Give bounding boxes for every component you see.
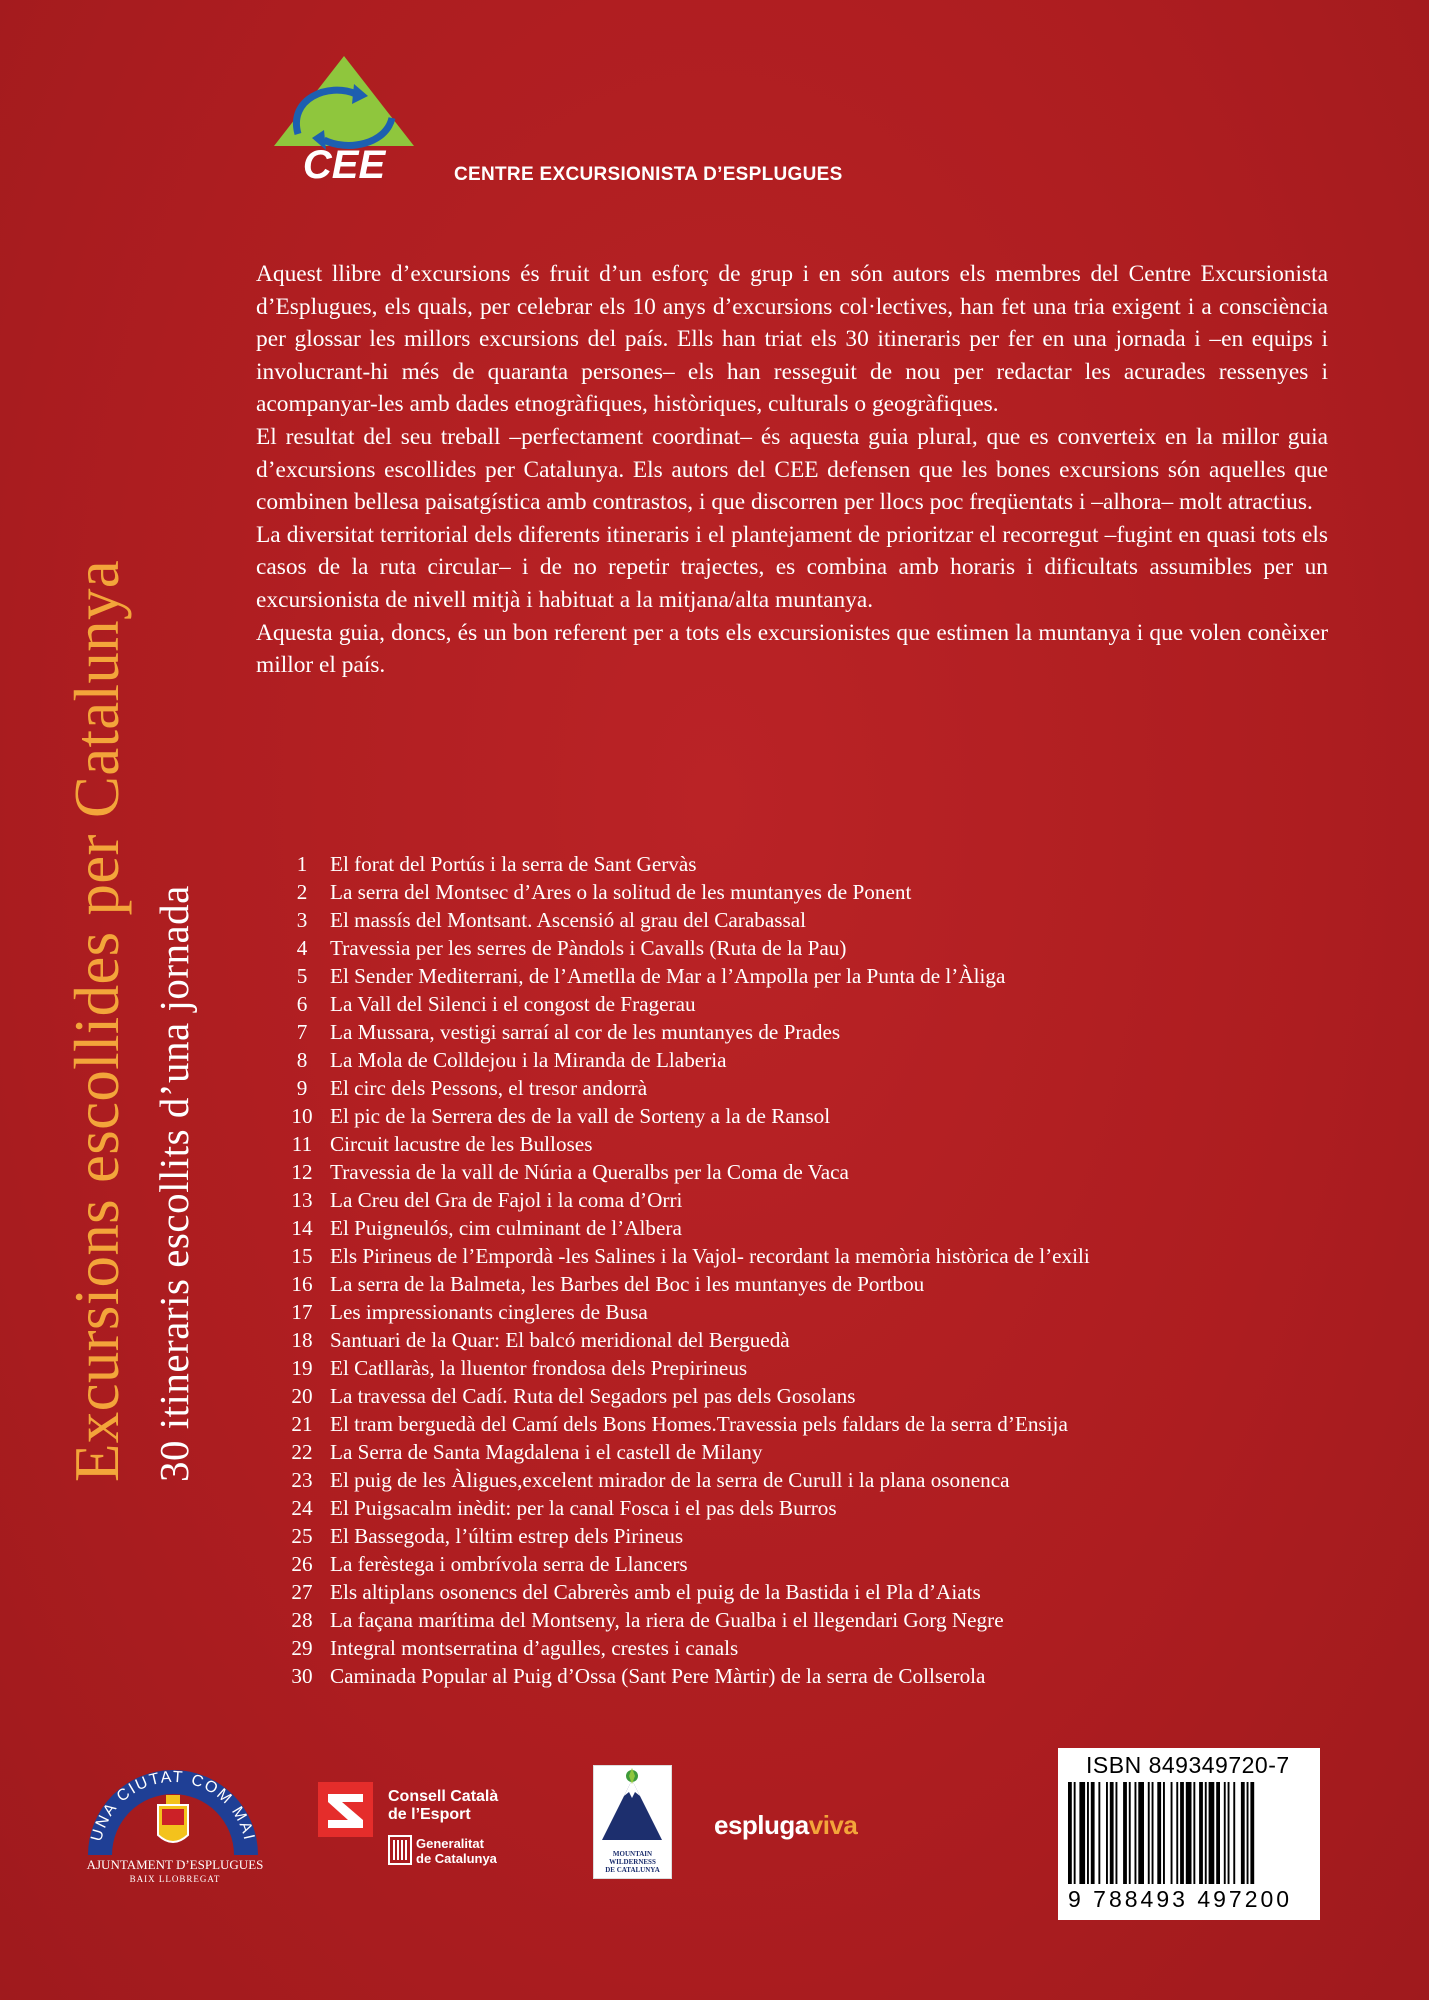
list-item: [282, 990, 1242, 1018]
list-item: [282, 850, 1242, 878]
mountain-wilderness-logo: [593, 1765, 672, 1879]
item-number: 19: [291, 1356, 313, 1380]
list-item: [282, 1130, 1242, 1158]
item-title: Les impressionants cingleres de Busa: [330, 1300, 648, 1324]
barcode-bar: [1110, 1782, 1114, 1884]
generalitat-line-2: de Catalunya: [416, 1851, 497, 1866]
item-number: 8: [296, 1048, 308, 1072]
item-title: Travessia per les serres de Pàndols i Cavalls (Ruta de la Pau): [330, 936, 847, 960]
ajuntament-name: [70, 1858, 280, 1886]
blurb-paragraph: Aquest llibre d’excursions és fruit d’un esforç de grup i en són autors els membres del Centre Excursionista d’Esplugues, els quals, per celebrar els 10 anys d’excursions col·lectives, han fet una tria exigent i a consciència per glossar les millors excursions del país. Ells han triat els 30 itineraris per fer en una jornada i –en equips i involucrant-hi més de quaranta persones– els han resseguit de nou per redactar les acurades ressenyes i acompanyar-les amb dades etnogràfiques, històriques, culturals o geogràfiques.: [256, 261, 1328, 418]
item-number: 7: [296, 1020, 308, 1044]
mountain-icon: [594, 1766, 671, 1846]
item-title: El puig de les Àligues,excelent mirador de la serra de Curull i la plana osonenca: [330, 1468, 1010, 1492]
list-item: [282, 1494, 1242, 1522]
item-title: Circuit lacustre de les Bulloses: [330, 1132, 593, 1156]
list-item: [282, 1326, 1242, 1354]
item-number: 11: [291, 1132, 313, 1156]
item-number: 25: [291, 1524, 313, 1548]
barcode-bar: [1116, 1782, 1118, 1884]
list-item: [282, 1102, 1242, 1130]
barcode-bar: [1176, 1782, 1178, 1884]
item-title: El tram berguedà del Camí dels Bons Homes.Travessia pels faldars de la serra d’Ensija: [330, 1412, 1068, 1436]
item-number: 13: [291, 1188, 313, 1212]
item-number: 28: [291, 1608, 313, 1632]
barcode-bar: [1180, 1782, 1184, 1884]
item-title: Santuari de la Quar: El balcó meridional del Berguedà: [330, 1328, 790, 1352]
mountain-wilderness-text: [594, 1850, 671, 1874]
item-number: 20: [291, 1384, 313, 1408]
list-item: [282, 1046, 1242, 1074]
mountain-line-1: MOUNTAIN: [612, 1850, 653, 1858]
list-item: [282, 1354, 1242, 1382]
item-title: El massís del Montsant. Ascensió al grau del Carabassal: [330, 908, 807, 932]
list-item: [282, 1578, 1242, 1606]
mountain-line-2: WILDERNESS: [609, 1858, 656, 1866]
list-item: [282, 878, 1242, 906]
item-title: Travessia de la vall de Núria a Queralbs per la Coma de Vaca: [330, 1160, 849, 1184]
item-title: El circ dels Pessons, el tresor andorrà: [330, 1076, 648, 1100]
item-title: Els Pirineus de l’Empordà -les Salines i la Vajol- recordant la memòria històrica de l’exili: [330, 1244, 1090, 1268]
book-title: Excursions escollides per Catalunya: [62, 559, 132, 1482]
item-number: 29: [291, 1636, 313, 1660]
generalitat-icon: [388, 1835, 412, 1865]
item-number: 3: [296, 908, 308, 932]
item-number: 23: [291, 1468, 313, 1492]
item-title: La Creu del Gra de Fajol i la coma d’Orri: [330, 1188, 683, 1212]
blurb-paragraph: El resultat del seu treball –perfectament coordinat– és aquesta guia plural, que es converteix en la millor guia d’excursions escollides per Catalunya. Els autors del CEE defensen que les bones excursions són aquelles que combinen bellesa paisatgística amb contrastos, i que discorren per llocs poc freqüentats i –alhora– molt atractius.: [256, 423, 1328, 516]
item-number: 12: [291, 1160, 313, 1184]
barcode-bar: [1129, 1782, 1131, 1884]
isbn-barcode: [1058, 1748, 1320, 1920]
item-number: 21: [291, 1412, 313, 1436]
blurb-text: [256, 258, 1328, 682]
barcode-bar: [1199, 1782, 1203, 1884]
list-item: [282, 1018, 1242, 1046]
book-subtitle: 30 itineraris escollits d’una jornada: [151, 885, 197, 1482]
list-item: [282, 1158, 1242, 1186]
itinerary-list: [282, 850, 1242, 1690]
item-title: El Bassegoda, l’últim estrep dels Pirineus: [330, 1524, 684, 1548]
item-number: 22: [291, 1440, 313, 1464]
barcode-bar: [1091, 1782, 1095, 1884]
ajuntament-ring-text: UNA CIUTAT COM MAI: [88, 1768, 258, 1844]
barcode-bar: [1224, 1782, 1226, 1884]
barcode-bar: [1209, 1782, 1215, 1884]
list-item: [282, 1242, 1242, 1270]
item-number: 24: [291, 1496, 313, 1520]
barcode-bar: [1068, 1782, 1072, 1884]
list-item: [282, 1466, 1242, 1494]
barcode-bar: [1148, 1782, 1150, 1884]
consell-line-2: de l’Esport: [388, 1806, 471, 1823]
isbn-label: ISBN 849349720-7: [1086, 1752, 1290, 1778]
list-item: [282, 1606, 1242, 1634]
generalitat-line-1: Generalitat: [416, 1836, 484, 1851]
item-number: 2: [296, 880, 308, 904]
item-number: 30: [291, 1664, 313, 1688]
isbn-digits: 9 788493 497200: [1068, 1886, 1293, 1912]
list-item: [282, 1550, 1242, 1578]
item-title: La serra de la Balmeta, les Barbes del Boc i les muntanyes de Portbou: [330, 1272, 925, 1296]
item-title: La Serra de Santa Magdalena i el castell de Milany: [330, 1440, 763, 1464]
item-title: Caminada Popular al Puig d’Ossa (Sant Pere Màrtir) de la serra de Collserola: [330, 1664, 986, 1688]
barcode-icon: [1068, 1782, 1310, 1884]
barcode-bar: [1157, 1782, 1161, 1884]
barcode-bar: [1106, 1782, 1108, 1884]
item-title: El Catllaràs, la lluentor frondosa dels Prepirineus: [330, 1356, 748, 1380]
item-number: 9: [296, 1076, 308, 1100]
item-title: La façana marítima del Montseny, la riera de Gualba i el llegendari Gorg Negre: [330, 1608, 1004, 1632]
barcode-bar: [1216, 1782, 1220, 1884]
item-title: El Sender Mediterrani, de l’Ametlla de Mar a l’Ampolla per la Punta de l’Àliga: [330, 964, 1006, 988]
barcode-bar: [1205, 1782, 1207, 1884]
club-name: CENTRE EXCURSIONISTA D’ESPLUGUES: [454, 164, 843, 185]
barcode-bar: [1074, 1782, 1076, 1884]
barcode-bar: [1087, 1782, 1089, 1884]
item-number: 5: [296, 964, 308, 988]
barcode-bar: [1138, 1782, 1144, 1884]
item-number: 14: [291, 1216, 313, 1240]
consell-line-1: Consell Català: [388, 1788, 499, 1805]
list-item: [282, 1074, 1242, 1102]
list-item: [282, 1662, 1242, 1690]
item-number: 4: [296, 936, 308, 960]
barcode-bar: [1250, 1782, 1254, 1884]
item-title: El Puigsacalm inèdit: per la canal Fosca i el pas dels Burros: [330, 1496, 837, 1520]
barcode-bar: [1228, 1782, 1230, 1884]
item-number: 17: [291, 1300, 313, 1324]
esplugaviva-part-2: viva: [808, 1810, 858, 1840]
item-number: 6: [296, 992, 308, 1016]
list-item: [282, 1214, 1242, 1242]
cee-logo-text: CEE: [302, 143, 386, 184]
item-title: La Mola de Colldejou i la Miranda de Llaberia: [330, 1048, 727, 1072]
item-title: El forat del Portús i la serra de Sant Gervàs: [330, 852, 697, 876]
blurb-paragraph: La diversitat territorial dels diferents itineraris i el plantejament de prioritzar el recorregut –fugint en quasi tots els casos de la ruta circular– i de no repetir trajectes, es combina amb horaris i dificultats assumibles per un excursionista de nivell mitjà i habituat a la mitjana/alta muntanya.: [256, 521, 1328, 613]
ajuntament-subtitle: BAIX LLOBREGAT: [129, 1874, 221, 1884]
generalitat-name: [416, 1836, 497, 1866]
item-number: 26: [291, 1552, 313, 1576]
barcode-bar: [1233, 1782, 1235, 1884]
item-number: 15: [291, 1244, 313, 1268]
list-item: [282, 1270, 1242, 1298]
esplugaviva-part-1: espluga: [714, 1810, 809, 1840]
list-item: [282, 1186, 1242, 1214]
list-item: [282, 934, 1242, 962]
list-item: [282, 906, 1242, 934]
barcode-bar: [1098, 1782, 1100, 1884]
barcode-bar: [1193, 1782, 1195, 1884]
list-item: [282, 1382, 1242, 1410]
item-title: El pic de la Serrera des de la vall de Sorteny a la de Ransol: [330, 1104, 831, 1128]
item-title: La Vall del Silenci i el congost de Fragerau: [330, 992, 696, 1016]
mountain-line-3: DE CATALUNYA: [605, 1866, 660, 1874]
barcode-bar: [1163, 1782, 1165, 1884]
item-title: Els altiplans osonencs del Cabrerès amb el puig de la Bastida i el Pla d’Aiats: [330, 1580, 981, 1604]
list-item: [282, 1298, 1242, 1326]
consell-esport-name: [388, 1788, 498, 1824]
item-number: 18: [291, 1328, 313, 1352]
item-title: La serra del Montsec d’Ares o la solitud de les muntanyes de Ponent: [330, 880, 912, 904]
barcode-bar: [1171, 1782, 1173, 1884]
spine-titles: [55, 262, 225, 1482]
item-title: La travessa del Cadí. Ruta del Segadors pel pas dels Gosolans: [330, 1384, 856, 1408]
barcode-bar: [1186, 1782, 1192, 1884]
list-item: [282, 1634, 1242, 1662]
consell-esport-icon: [318, 1782, 373, 1837]
blurb-paragraph: Aquesta guia, doncs, és un bon referent per a tots els excursionistes que estimen la muntanya i que volen conèixer millor el país.: [256, 619, 1328, 679]
item-number: 1: [296, 852, 308, 876]
item-number: 10: [291, 1104, 313, 1128]
cee-logo: [268, 54, 420, 184]
esplugaviva-logo: [714, 1810, 857, 1841]
item-title: El Puigneulós, cim culminant de l’Albera: [330, 1216, 682, 1240]
barcode-bar: [1152, 1782, 1154, 1884]
item-title: Integral montserratina d’agulles, crestes i canals: [330, 1636, 739, 1660]
list-item: [282, 1522, 1242, 1550]
list-item: [282, 1410, 1242, 1438]
list-item: [282, 1438, 1242, 1466]
item-title: La Mussara, vestigi sarraí al cor de les muntanyes de Prades: [330, 1020, 841, 1044]
item-number: 16: [291, 1272, 313, 1296]
ajuntament-title: AJUNTAMENT D’ESPLUGUES: [86, 1857, 264, 1872]
item-title: La ferèstega i ombrívola serra de Llancers: [330, 1552, 688, 1576]
barcode-bar: [1247, 1782, 1249, 1884]
barcode-bar: [1123, 1782, 1127, 1884]
list-item: [282, 962, 1242, 990]
item-number: 27: [291, 1580, 313, 1604]
barcode-bar: [1241, 1782, 1245, 1884]
barcode-bar: [1079, 1782, 1085, 1884]
barcode-bar: [1135, 1782, 1137, 1884]
